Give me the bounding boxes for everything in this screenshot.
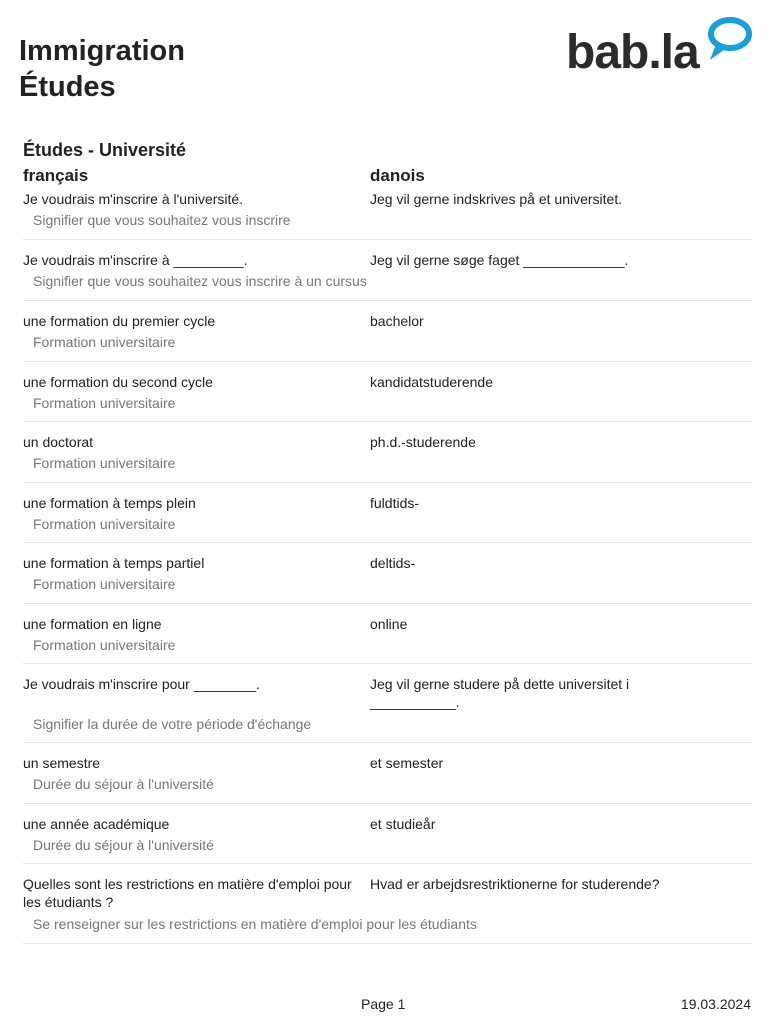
phrase-note: Formation universitaire <box>33 334 176 350</box>
list-item <box>23 664 752 743</box>
phrase-french: une formation à temps plein <box>23 495 196 511</box>
phrase-note: Se renseigner sur les restrictions en matière d'emploi pour les étudiants <box>33 916 477 932</box>
phrase-french: Je voudrais m'inscrire pour ________. <box>23 676 260 692</box>
list-item <box>23 301 752 362</box>
page-title-line1: Immigration <box>19 35 185 67</box>
phrase-french: Je voudrais m'inscrire à l'université. <box>23 191 244 207</box>
phrase-french: un doctorat <box>23 434 94 450</box>
phrase-note: Formation universitaire <box>33 455 176 471</box>
page-title-line2: Études <box>19 71 116 103</box>
phrase-french: Quelles sont les restrictions en matière d'emploi pour les étudiants ? <box>23 876 352 910</box>
phrase-danish: online <box>370 616 408 632</box>
phrase-note: Formation universitaire <box>33 576 176 592</box>
phrase-danish: Hvad er arbejdsrestriktionerne for studerende? <box>370 876 660 892</box>
page-title <box>19 33 185 105</box>
list-item <box>23 604 752 664</box>
phrase-french: une formation en ligne <box>23 616 162 632</box>
phrase-danish: et semester <box>370 755 444 771</box>
phrase-danish: Jeg vil gerne søge faget _____________. <box>370 252 629 268</box>
section-title: Études - Université <box>23 140 187 160</box>
phrase-note: Durée du séjour à l'université <box>33 776 214 792</box>
phrase-french: une année académique <box>23 816 170 832</box>
phrase-danish: ph.d.-studerende <box>370 434 476 450</box>
target-language-header: danois <box>370 166 425 185</box>
phrase-french: une formation du second cycle <box>23 374 213 390</box>
phrase-danish: fuldtids- <box>370 495 420 511</box>
phrase-note: Signifier la durée de votre période d'échange <box>33 716 312 732</box>
speech-bubble-icon <box>706 16 754 62</box>
phrase-danish: Jeg vil gerne studere på dette universitet i ___________. <box>370 676 630 710</box>
list-item <box>23 743 752 804</box>
phrase-note: Durée du séjour à l'université <box>33 837 214 853</box>
phrase-note: Formation universitaire <box>33 637 176 653</box>
source-language-header: français <box>23 166 89 185</box>
list-item <box>23 187 752 240</box>
list-item <box>23 804 752 864</box>
list-item <box>23 362 752 422</box>
phrase-list <box>23 187 752 944</box>
phrase-note: Signifier que vous souhaitez vous inscrire <box>33 212 291 228</box>
phrase-danish: kandidatstuderende <box>370 374 493 390</box>
logo-text: bab.la <box>566 26 699 79</box>
phrase-note: Formation universitaire <box>33 516 176 532</box>
list-item <box>23 864 752 944</box>
phrase-danish: deltids- <box>370 555 416 571</box>
phrase-danish: bachelor <box>370 313 424 329</box>
list-item <box>23 240 752 301</box>
phrase-danish: Jeg vil gerne indskrives på et universitet. <box>370 191 623 207</box>
phrase-french: une formation du premier cycle <box>23 313 216 329</box>
babla-logo <box>566 16 756 82</box>
phrase-note: Formation universitaire <box>33 395 176 411</box>
phrase-french: un semestre <box>23 755 101 771</box>
phrase-danish: et studieår <box>370 816 436 832</box>
list-item <box>23 422 752 483</box>
phrase-note: Signifier que vous souhaitez vous inscrire à un cursus <box>33 273 367 289</box>
phrase-french: Je voudrais m'inscrire à _________. <box>23 252 248 268</box>
print-date: 19.03.2024 <box>680 996 751 1012</box>
list-item <box>23 483 752 543</box>
list-item <box>23 543 752 604</box>
page-number: Page 1 <box>361 996 406 1012</box>
phrase-french: une formation à temps partiel <box>23 555 205 571</box>
